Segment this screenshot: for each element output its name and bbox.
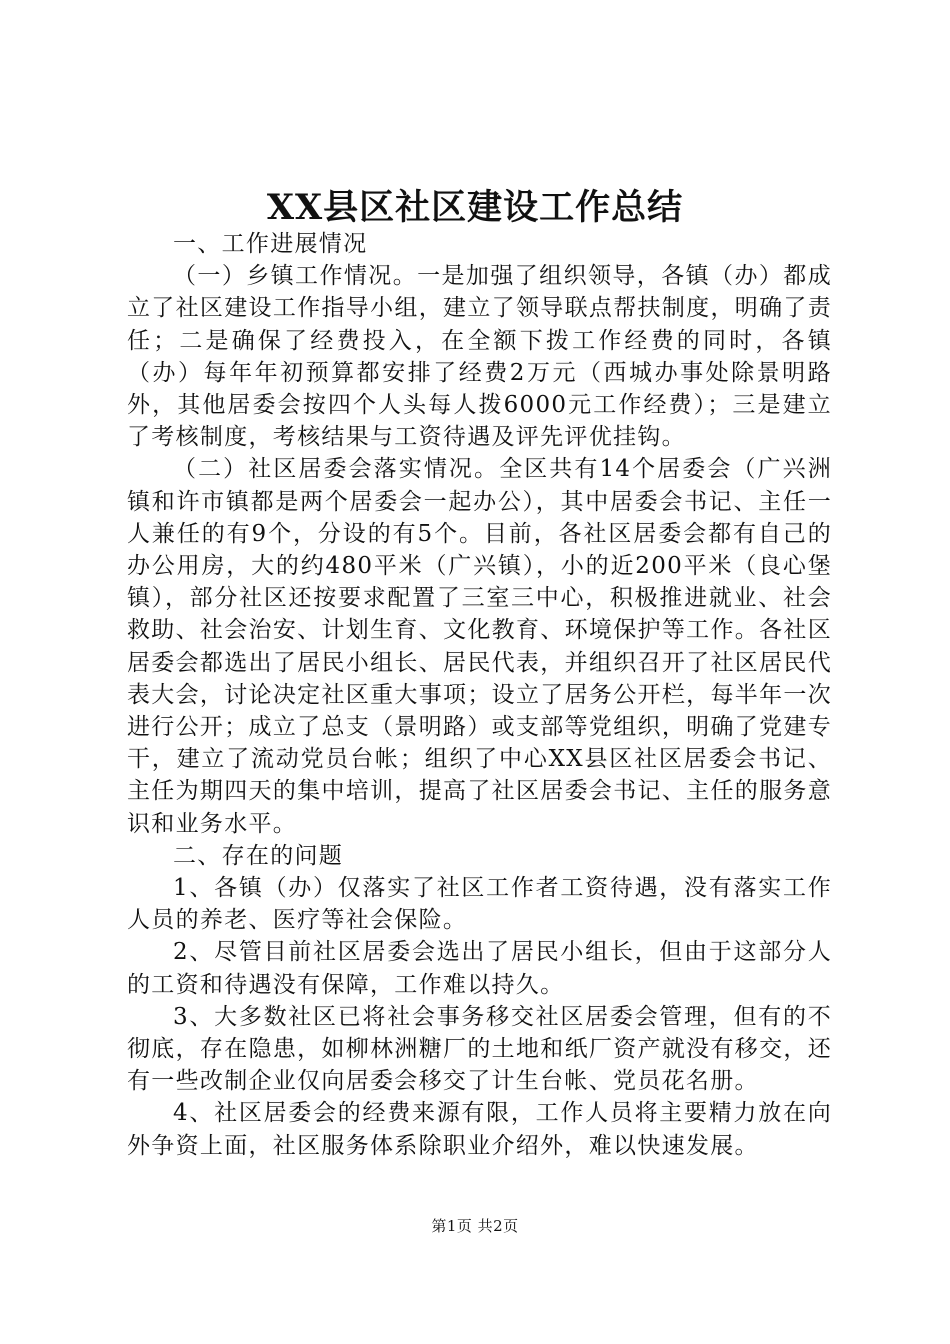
paragraph: （二）社区居委会落实情况。全区共有14个居委会（广兴洲镇和许市镇都是两个居委会一起办公），其中居委会书记、主任一人兼任的有9个，分设的有5个。目前，各社区居委会都有自己的办公用房，大的约480平米（广兴镇），小的近200平米（良心堡镇），部分社区还按要求配置了三室三中心，积极推进就业、社会救助、社会治安、计划生育、文化教育、环境保护等工作。各社区居委会都选出了居民小组长、居民代表，并组织召开了社区居民代表大会，讨论决定社区重大事项；设立了居务公开栏，每半年一次进行公开；成立了总支（景明路）或支部等党组织，明确了党建专干，建立了流动党员台帐；组织了中心XX县区社区居委会书记、主任为期四天的集中培训，提高了社区居委会书记、主任的服务意识和业务水平。 bbox=[127, 456, 832, 837]
page-number: 第1页 共2页 bbox=[431, 1217, 519, 1235]
list-item: 2、尽管目前社区居委会选出了居民小组长，但由于这部分人的工资和待遇没有保障，工作难以持久。 bbox=[127, 939, 832, 998]
section-heading: 二、存在的问题 bbox=[173, 842, 344, 869]
document-title: XX县区社区建设工作总结 bbox=[266, 187, 684, 228]
document-body bbox=[127, 228, 832, 1162]
list-item: 4、社区居委会的经费来源有限，工作人员将主要精力放在向外争资上面，社区服务体系除职业介绍外，难以快速发展。 bbox=[127, 1100, 832, 1159]
list-item: 3、大多数社区已将社会事务移交社区居委会管理，但有的不彻底，存在隐患，如柳林洲糖厂的土地和纸厂资产就没有移交，还有一些改制企业仅向居委会移交了计生台帐、党员花名册。 bbox=[127, 1003, 832, 1095]
section-heading: 一、工作进展情况 bbox=[173, 231, 368, 257]
list-item: 1、各镇（办）仅落实了社区工作者工资待遇，没有落实工作人员的养老、医疗等社会保险。 bbox=[127, 875, 832, 934]
paragraph: （一）乡镇工作情况。一是加强了组织领导，各镇（办）都成立了社区建设工作指导小组，建立了领导联点帮扶制度，明确了责任；二是确保了经费投入，在全额下拨工作经费的同时，各镇（办）每年年初预算都安排了经费2万元（西城办事处除景明路外，其他居委会按四个人头每人拨6000元工作经费）；三是建立了考核制度，考核结果与工资待遇及评先评优挂钩。 bbox=[127, 263, 832, 451]
